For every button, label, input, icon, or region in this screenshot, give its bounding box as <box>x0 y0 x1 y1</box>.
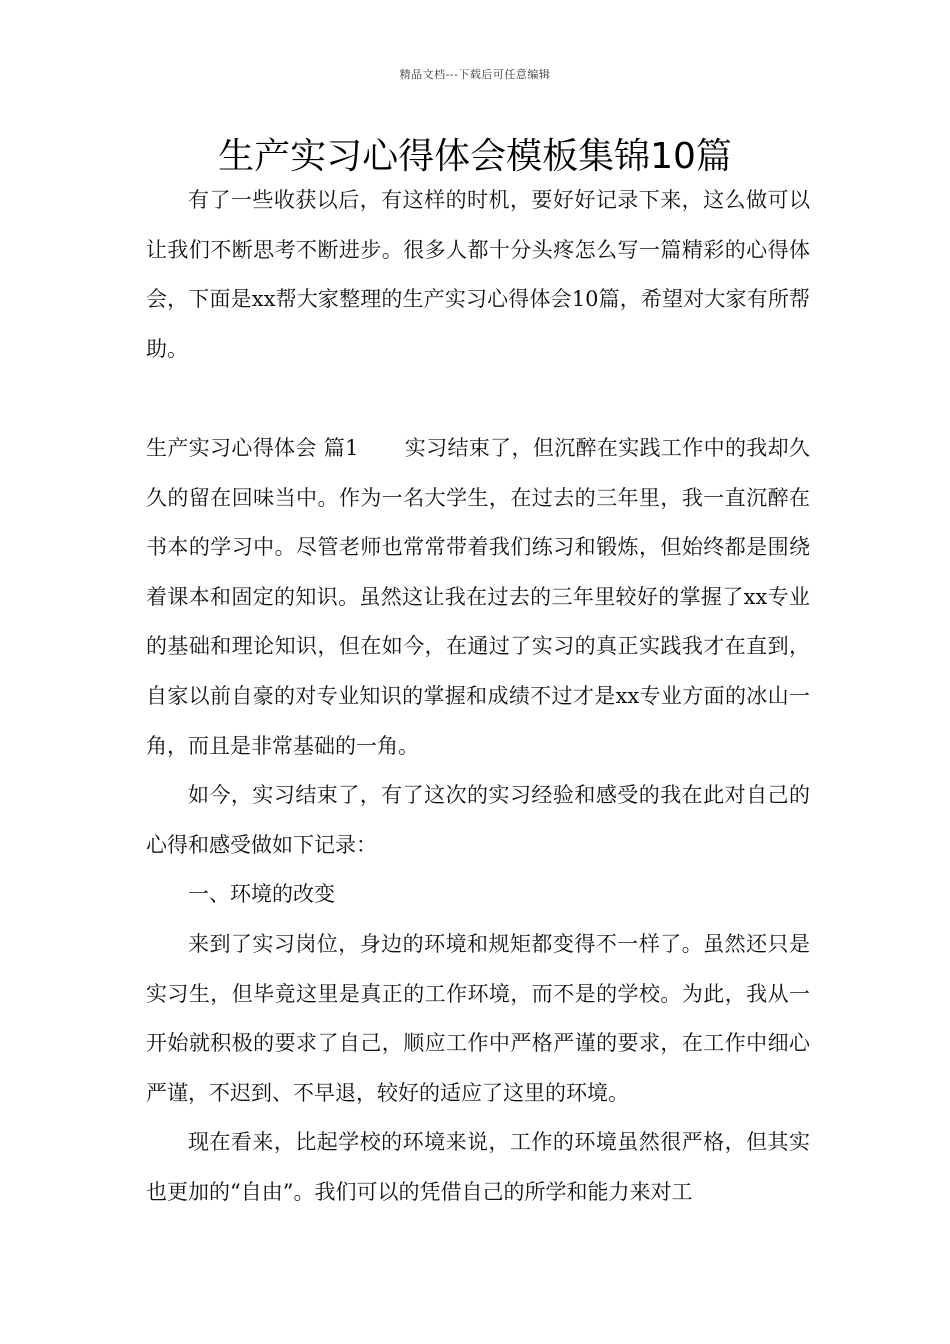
body-paragraph: 来到了实习岗位，身边的环境和规矩都变得不一样了。虽然还只是实习生，但毕竟这里是真正的工作环境，而不是的学校。为此，我从一开始就积极的要求了自己，顺应工作中严格严谨的要求，在工作中细心严谨，不迟到、不早退，较好的适应了这里的环境。 <box>146 931 810 1105</box>
section-1-paragraph <box>146 424 810 771</box>
header-note: 精品文档---下载后可任意编辑 <box>399 68 551 81</box>
body-paragraph: 现在看来，比起学校的环境来说，工作的环境虽然很严格，但其实也更加的“自由”。我们可以的凭借自己的所学和能力来对工 <box>146 1130 810 1204</box>
intro-paragraph: 有了一些收获以后，有这样的时机，要好好记录下来，这么做可以让我们不断思考不断进步。很多人都十分头疼怎么写一篇精彩的心得体会，下面是xx帮大家整理的生产实习心得体会10篇，希望对大家有所帮助。 <box>146 188 810 361</box>
section-1-text: 实习结束了，但沉醉在实践工作中的我却久久的留在回味当中。作为一名大学生，在过去的三年里，我一直沉醉在书本的学习中。尽管老师也常常带着我们练习和锻炼，但始终都是围绕着课本和固定的知识。虽然这让我在过去的三年里较好的掌握了xx专业的基础和理论知识，但在如今，在通过了实习的真正实践我才在直到，自家以前自豪的对专业知识的掌握和成绩不过才是xx专业方面的冰山一角，而且是非常基础的一角。 <box>146 436 810 758</box>
document-title: 生产实习心得体会模板集锦10篇 <box>218 136 732 177</box>
section-heading: 生产实习心得体会 篇1 <box>146 436 359 460</box>
subheading-environment: 一、环境的改变 <box>188 882 335 907</box>
content-block <box>146 424 810 1218</box>
body-paragraph: 如今，实习结束了，有了这次的实习经验和感受的我在此对自己的心得和感受做如下记录： <box>146 783 810 857</box>
intro-block <box>146 176 810 374</box>
